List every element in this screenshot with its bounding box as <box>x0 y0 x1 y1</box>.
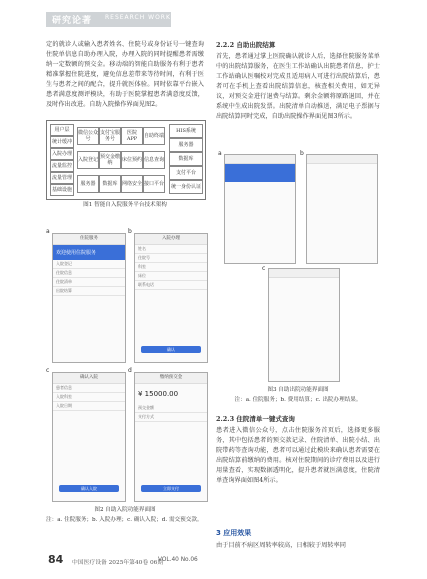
screen-3a <box>224 154 296 264</box>
list-item: 入院科室 <box>53 393 125 402</box>
subsection-2-2-3: 2.2.3 住院清单一键式查询 <box>216 415 295 423</box>
figure-3-panel-label: b <box>300 150 304 157</box>
journal-name: 中国医疗设备 2025年第40卷 06期 <box>72 560 164 566</box>
fig1-system: 服务器 <box>169 138 203 152</box>
subsection-2-2-2: 2.2.2 自助出院结算 <box>216 41 276 49</box>
page-number: 84 <box>48 553 64 566</box>
figure-2-panel-label: a <box>46 228 50 235</box>
screen-a <box>52 233 126 363</box>
list-item[interactable]: 床位 <box>135 272 207 281</box>
fig1-module: 床位预约 <box>121 151 143 169</box>
list-item[interactable]: 预交金额 <box>135 404 207 413</box>
screen-3b <box>306 154 378 264</box>
fig1-module: 医院APP <box>121 127 143 145</box>
section-title-en: RESEARCH WORK <box>105 14 171 21</box>
fig1-module: 数据库 <box>99 175 121 193</box>
fig1-system: 统一身份认证 <box>169 180 203 194</box>
list-item[interactable]: 姓名 <box>135 245 207 254</box>
page-header <box>0 0 427 34</box>
section-3-heading: 3 应用效果 <box>216 529 252 537</box>
fig1-layer-label: 统计缓冲 <box>50 136 74 148</box>
fig1-system: 支付平台 <box>169 166 203 180</box>
right-paragraph-2: 首先，患者通过掌上医院确认就诊人后，选择住院服务菜单中的出院结算服务，在医生工作站确认出院患者信息，护士工作站确认医嘱校对完成且适用病人可进行出院结算后，患者可在手机上查看出院结算信息，核查相关费用，如无异议，对预交金进行退费与结算。剩余金额将原路退回，并在系统中生成出院发票。出院清单自动推送，满足电子票据与出院结算同时完成，自助出院操作界面见图3所示。 <box>216 53 380 120</box>
figure-1 <box>46 120 206 200</box>
screen-d <box>134 372 208 502</box>
deposit-amount: ¥ 15000.00 <box>138 390 179 398</box>
right-paragraph-3: 患者进入微信公众号，点击住院服务首页后，选择更多服务，其中包括患者的预交款记录、住院清单、出院小结、出院带药等查询功能，患者可以通过此模块来确认患者需要在出院结算前缴纳的费用。核对住院期间的诊疗费用以及进行用量查看，实现数据透明化，提升患者就医满意度，住院清单查询界面如图4所示。 <box>216 427 380 484</box>
screen-b-title: 入院办理 <box>135 234 207 245</box>
fig1-module: 微信公众号 <box>77 127 99 145</box>
fig1-module: 自助终端 <box>143 127 165 145</box>
list-item[interactable]: 住院号 <box>135 254 207 263</box>
left-paragraph-1: 定的就诊人或输入患者姓名、住院号或身份证号一键查询住院单信息自助办理入院，办理入院的同时提醒患者需缴纳一定数额的预交金。移动端的智能自助服务有利于患者精准掌握住院进度，避免信息差带来等待时间，有利于医生与患者之间的配合，提升就医体验。同时依靠平台嵌入患者满意度测评模块，有助于医院掌握患者满意度反馈，及时作出改进。自助入院操作界面见图2。 <box>46 41 204 108</box>
list-item[interactable]: 科室 <box>135 263 207 272</box>
right-paragraph-4: 由于目前不病区周转率较高，日相较于周转率同 <box>216 542 346 549</box>
fig1-module: 网络安全 <box>121 175 143 193</box>
confirm-button[interactable]: 确认 <box>141 346 201 353</box>
fig1-module: 预交金缴纳 <box>99 151 121 169</box>
fig1-system: HIS系统 <box>169 124 203 138</box>
pay-button[interactable]: 立即支付 <box>141 485 201 492</box>
screen-a-banner: 欢迎使用住院服务 <box>53 245 125 260</box>
list-item: 入院日期 <box>53 402 125 411</box>
fig1-system: 数据库 <box>169 152 203 166</box>
confirm-admission-button[interactable]: 确认入院 <box>59 485 119 492</box>
journal-volume: VOL.40 No.06 <box>158 557 198 563</box>
fig1-layer-label: 流量管理 <box>50 172 74 184</box>
list-item[interactable]: 住院信息 <box>53 269 125 278</box>
list-item[interactable]: 支付方式 <box>135 413 207 422</box>
screen-c <box>52 372 126 502</box>
figure-3-note: 注：a. 住院服务；b. 费用结算；c. 出院办理结果。 <box>234 397 362 403</box>
section-title: 研究论著 <box>52 16 93 26</box>
page-footer <box>0 556 427 576</box>
fig1-layer-label: 入院办理 <box>50 148 74 160</box>
list-item[interactable]: 入院登记 <box>53 260 125 269</box>
fig1-module: 信息查询 <box>143 151 165 169</box>
list-item[interactable]: 住院清单 <box>53 278 125 287</box>
list-item[interactable]: 联系电话 <box>135 281 207 290</box>
screen-c-title: 确认入院 <box>53 373 125 384</box>
figure-2-note: 注：a. 住院服务；b. 入院办理；c. 确认入院；d. 需交预交款。 <box>46 517 203 523</box>
figure-3-caption: 图3 自助出院功能界面图 <box>267 387 329 393</box>
fig1-module: 入院登记 <box>77 151 99 169</box>
fig1-layer-label: 流量监控 <box>50 160 74 172</box>
fig1-module: 接口平台 <box>143 175 165 193</box>
figure-2-panel-label: c <box>46 367 50 374</box>
figure-2-panel-label: b <box>128 228 132 235</box>
fig1-module: 支付宝服务号 <box>99 127 121 145</box>
list-item[interactable]: 出院结算 <box>53 287 125 296</box>
list-item: 患者信息 <box>53 384 125 393</box>
figure-2-panel-label: d <box>128 367 132 374</box>
fig1-layer-label: 基础设施 <box>50 184 74 196</box>
fig1-module: 服务器 <box>77 175 99 193</box>
figure-3-panel-label: a <box>218 150 222 157</box>
screen-d-title: 缴纳预交金 <box>135 373 207 384</box>
figure-3-panel-label: c <box>262 265 266 272</box>
figure-2-caption: 图2 自助入院功能界面图 <box>94 507 156 513</box>
figure-1-caption: 图1 智能自入院服务平台技术架构 <box>83 202 167 208</box>
fig1-layer-label: 用户层 <box>50 124 74 136</box>
screen-b <box>134 233 208 363</box>
screen-3c <box>268 268 340 382</box>
screen-a-title: 住院服务 <box>53 234 125 245</box>
